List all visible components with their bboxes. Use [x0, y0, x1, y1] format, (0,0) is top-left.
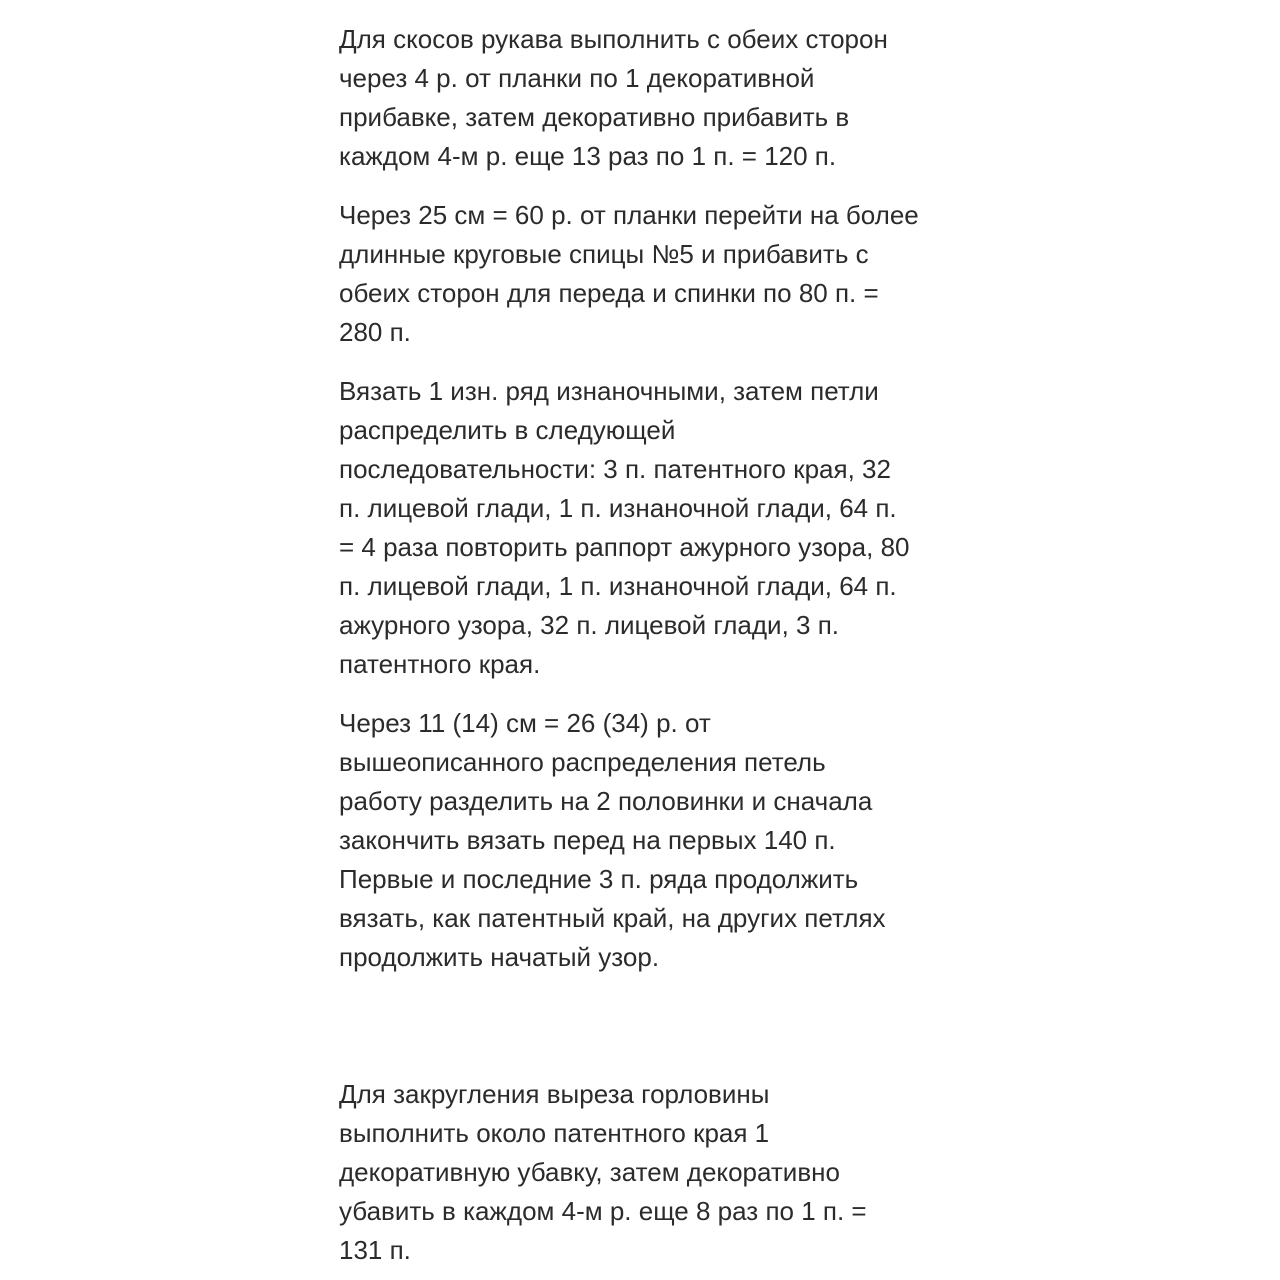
text-line: декоративную убавку, затем декоративно — [339, 1157, 840, 1187]
text-line: вышеописанного распределения петель — [339, 747, 826, 777]
text-line: п. лицевой глади, 1 п. изнаночной глади, 64 п. — [339, 493, 897, 523]
text-line: вязать, как патентный край, на других петлях — [339, 903, 886, 933]
text-line: = 4 раза повторить раппорт ажурного узора, 80 — [339, 532, 910, 562]
text-line: 131 п. — [339, 1235, 411, 1265]
paragraph-stitch-distribution — [339, 372, 959, 684]
text-line: Для закругления выреза горловины — [339, 1079, 770, 1109]
text-line: п. лицевой глади, 1 п. изнаночной глади, 64 п. — [339, 571, 897, 601]
text-line: прибавке, затем декоративно прибавить в — [339, 102, 850, 132]
text-line: закончить вязать перед на первых 140 п. — [339, 825, 836, 855]
paragraph-circular-needles — [339, 196, 959, 352]
text-line: выполнить около патентного края 1 — [339, 1118, 770, 1148]
text-line: продолжить начатый узор. — [339, 942, 660, 972]
text-line: 280 п. — [339, 317, 411, 347]
text-line: распределить в следующей — [339, 415, 676, 445]
text-line: обеих сторон для переда и спинки по 80 п. = — [339, 278, 879, 308]
text-line: Для скосов рукава выполнить с обеих сторон — [339, 24, 888, 54]
text-line: ажурного узора, 32 п. лицевой глади, 3 п. — [339, 610, 840, 640]
text-line: Через 11 (14) см = 26 (34) р. от — [339, 708, 711, 738]
paragraph-split-work — [339, 704, 959, 977]
text-line: через 4 р. от планки по 1 декоративной — [339, 63, 815, 93]
text-line: работу разделить на 2 половинки и сначала — [339, 786, 873, 816]
text-column — [339, 20, 959, 1270]
text-line: Вязать 1 изн. ряд изнаночными, затем петли — [339, 376, 879, 406]
text-line: патентного края. — [339, 649, 541, 679]
text-line: Через 25 см = 60 р. от планки перейти на более — [339, 200, 919, 230]
text-line: длинные круговые спицы №5 и прибавить с — [339, 239, 869, 269]
text-line: Первые и последние 3 п. ряда продолжить — [339, 864, 859, 894]
text-line: убавить в каждом 4-м р. еще 8 раз по 1 п. = — [339, 1196, 867, 1226]
text-line: каждом 4-м р. еще 13 раз по 1 п. = 120 п. — [339, 141, 837, 171]
paragraph-neckline-rounding — [339, 1075, 959, 1270]
paragraph-sleeve-increases — [339, 20, 959, 176]
text-line: последовательности: 3 п. патентного края, 32 — [339, 454, 891, 484]
